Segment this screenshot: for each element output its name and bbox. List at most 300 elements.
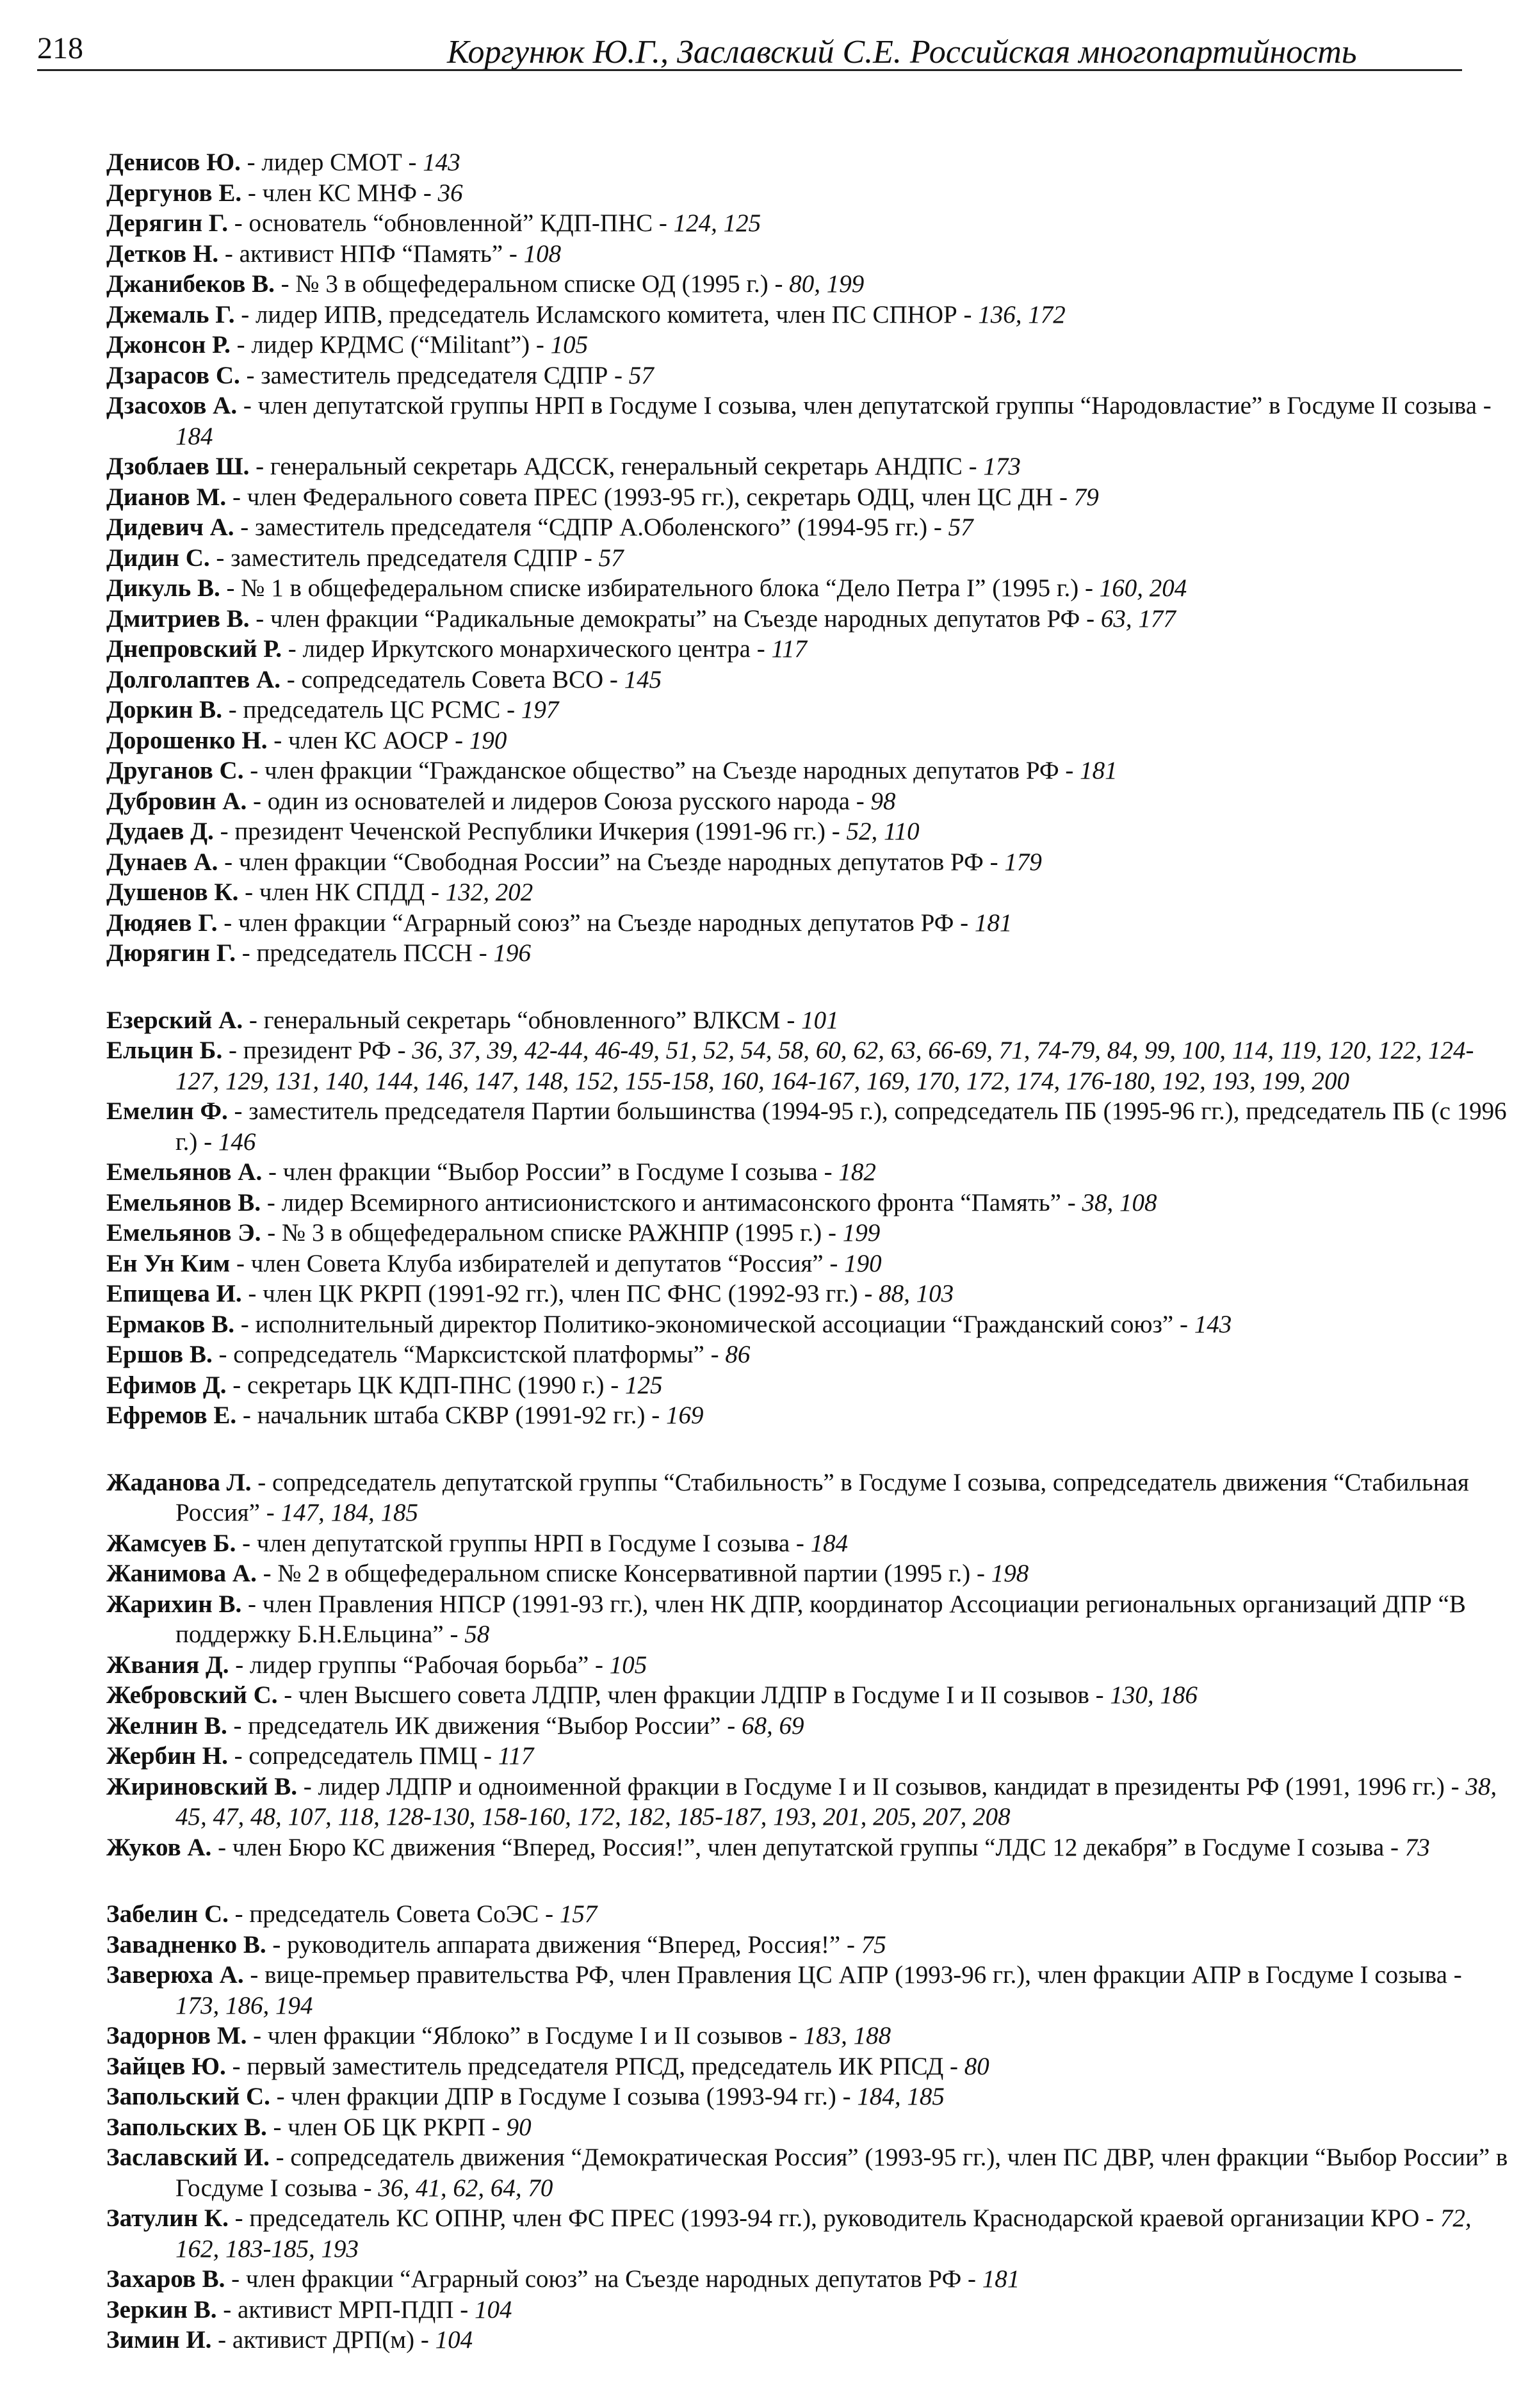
entry-description: член фракции “Радикальные демократы” на Съезде народных депутатов РФ (270, 604, 1080, 633)
entry-separator: - (604, 1371, 626, 1399)
index-letter-group (37, 1467, 1510, 1863)
index-entry (106, 1096, 1510, 1157)
entry-separator: - (357, 2174, 378, 2202)
entry-separator: - (1419, 2204, 1440, 2232)
entry-separator: - (530, 331, 551, 359)
entry-description: член Правления НПСР (1991-93 гг.), член НК ДПР, координатор Ассоциации региональных организаций ДПР “В поддержку Б.Н.Ельцина” (175, 1590, 1466, 1648)
index-entry (106, 543, 1510, 574)
entry-page-refs: 36, 41, 62, 64, 70 (378, 2174, 553, 2202)
entry-separator: - (1059, 757, 1080, 784)
entry-name: Емельянов Э. (106, 1219, 261, 1247)
index-entry (106, 1589, 1510, 1650)
entry-separator: - (228, 2204, 250, 2232)
entry-name: Жвания Д. (106, 1651, 229, 1679)
entry-page-refs: 101 (801, 1006, 839, 1034)
entry-description: активист ДРП(м) (232, 2326, 415, 2354)
entry-name: Завадненко В. (106, 1930, 266, 1959)
entry-description: член фракции “Яблоко” в Госдуме I и II созывов (267, 2022, 783, 2049)
entry-separator: - (817, 1158, 839, 1186)
entry-description: основатель “обновленной” КДП-ПНС (248, 209, 653, 237)
entry-description: руководитель аппарата движения “Вперед, Россия!” (287, 1930, 841, 1959)
entry-separator: - (227, 1742, 249, 1770)
entry-description: генеральный секретарь “обновленного” ВЛКСМ (263, 1006, 781, 1034)
entry-separator: - (1089, 1681, 1110, 1709)
index-entry (106, 604, 1510, 634)
entry-page-refs: 143 (423, 149, 460, 176)
entry-description: заместитель председателя СДПР (231, 544, 578, 572)
entry-separator: - (228, 1900, 250, 1928)
entry-separator: - (266, 2113, 288, 2141)
entry-separator: - (225, 2265, 246, 2293)
entry-description: лидер Иркутского монархического центра (302, 635, 751, 663)
entry-description: член Высшего совета ЛДПР, член фракции ЛДПР в Госдуме I и II созывов (298, 1681, 1089, 1709)
entry-page-refs: 182 (838, 1158, 876, 1186)
entry-separator: - (213, 818, 235, 845)
entry-description: начальник штаба СКВР (1991-92 гг.) (257, 1402, 646, 1429)
entry-separator: - (222, 696, 243, 723)
entry-separator: - (249, 453, 270, 480)
running-title: Коргунюк Ю.Г., Заславский С.Е. Российская многопартийность (447, 34, 1357, 70)
entry-description: заместитель председателя Партии большинства (1994-95 г.), сопредседатель ПБ (1995-96 гг.), председатель ПБ (с 1996 г.) (175, 1097, 1507, 1156)
entry-separator: - (225, 2052, 247, 2080)
entry-description: член Федерального совета ПРЕС (1993-95 гг.), секретарь ОДЦ, член ЦС ДН (247, 483, 1053, 511)
header-rule (37, 69, 1462, 71)
index-entry (106, 2325, 1510, 2355)
entry-description: вице-премьер правительства РФ, член Правления ЦС АПР (1993-96 гг.), член фракции АПР в Госдуме I созыва (264, 1961, 1447, 1989)
entry-separator: - (241, 1280, 263, 1307)
entry-name: Задорнов М. (106, 2022, 247, 2049)
entry-page-refs: 181 (982, 2265, 1020, 2293)
entry-page-refs: 80 (964, 2052, 989, 2080)
entry-description: заместитель председателя “СДПР А.Оболенского” (1994-95 гг.) (255, 513, 928, 541)
entry-page-refs: 88, 103 (879, 1280, 954, 1307)
entry-description: сопредседатель “Марксистской платформы” (233, 1341, 704, 1368)
entry-separator: - (297, 1772, 318, 1800)
entry-separator: - (1061, 1188, 1082, 1216)
entry-separator: - (220, 574, 241, 602)
entry-name: Дзасохов А. (106, 392, 238, 419)
entry-separator: - (983, 848, 1005, 876)
index-entry (106, 208, 1510, 239)
entry-page-refs: 184 (810, 1529, 849, 1557)
entry-description: председатель Совета СоЭС (249, 1900, 539, 1928)
entry-name: Дзоблаев Ш. (106, 453, 250, 480)
entry-separator: - (768, 270, 790, 298)
entry-name: Забелин С. (106, 1900, 229, 1928)
entry-description: председатель ПССН (256, 939, 473, 967)
index-entry (106, 1370, 1510, 1401)
index-entry (106, 239, 1510, 270)
entry-separator: - (247, 2022, 268, 2049)
entry-page-refs: 86 (725, 1341, 751, 1368)
entry-separator: - (1173, 1310, 1194, 1338)
entry-page-refs: 143 (1194, 1310, 1232, 1338)
index-entry (106, 1650, 1510, 1681)
entry-description: № 1 в общефедеральном списке избирательного блока “Дело Петра I” (1995 г.) (241, 574, 1079, 602)
entry-separator: - (243, 1961, 265, 1989)
entry-separator: - (218, 239, 240, 268)
index-entry (106, 695, 1510, 725)
index-entry (106, 2203, 1510, 2264)
entry-name: Езерский А. (106, 1006, 243, 1034)
entry-description: член фракции “Аграрный союз” на Съезде народных депутатов РФ (245, 2265, 962, 2293)
entry-page-refs: 38, 108 (1082, 1188, 1157, 1216)
entry-separator: - (234, 300, 256, 328)
entry-name: Емельянов А. (106, 1158, 263, 1186)
index-entry (106, 756, 1510, 786)
entry-name: Жарихин В. (106, 1590, 242, 1618)
entry-separator: - (790, 1529, 811, 1557)
entry-name: Дубровин А. (106, 787, 247, 815)
entry-page-refs: 57 (948, 513, 973, 541)
index-entry (106, 178, 1510, 209)
index-entry (106, 2264, 1510, 2295)
entry-separator: - (443, 1620, 465, 1648)
entry-name: Ен Ун Ким (106, 1249, 231, 1277)
index-entry (106, 1248, 1510, 1279)
entry-separator: - (1078, 574, 1100, 602)
entry-separator: - (840, 1930, 861, 1959)
entry-description: лидер КРДМС (“Militant”) (251, 331, 530, 359)
entry-separator: - (261, 1188, 282, 1216)
entry-name: Дюдяев Г. (106, 909, 218, 937)
entry-separator: - (274, 270, 296, 298)
entry-page-refs: 184, 185 (857, 2083, 945, 2110)
entry-page-refs: 146 (218, 1127, 256, 1156)
entry-page-refs: 199 (842, 1219, 881, 1247)
entry-page-refs: 104 (475, 2295, 512, 2323)
index-letter-group (37, 147, 1510, 969)
entry-name: Жириновский В. (106, 1772, 297, 1800)
entry-name: Жуков А. (106, 1833, 212, 1861)
entry-separator: - (414, 2326, 435, 2354)
entry-description: заместитель председателя СДПР (261, 361, 608, 389)
entry-name: Жебровский С. (106, 1681, 278, 1709)
entry-separator: - (216, 2295, 238, 2323)
entry-page-refs: 117 (498, 1742, 534, 1770)
index-entry (106, 1005, 1510, 1036)
index-entry (106, 1309, 1510, 1340)
entry-separator: - (217, 909, 239, 937)
entry-separator: - (238, 878, 259, 906)
entry-name: Дерягин Г. (106, 209, 228, 237)
entry-name: Дмитриев В. (106, 604, 250, 633)
entry-separator: - (218, 848, 239, 876)
entry-separator: - (230, 331, 252, 359)
index-entry (106, 512, 1510, 543)
entry-page-refs: 130, 186 (1110, 1681, 1198, 1709)
entry-separator: - (780, 1006, 802, 1034)
entry-separator: - (539, 1900, 560, 1928)
entry-page-refs: 68, 69 (742, 1711, 804, 1740)
entry-description: сопредседатель ПМЦ (248, 1742, 478, 1770)
entry-page-refs: 190 (469, 726, 507, 754)
entry-name: Жанимова А. (106, 1560, 257, 1587)
index-entry (106, 1741, 1510, 1772)
entry-separator: - (249, 604, 271, 633)
entry-name: Емелин Ф. (106, 1097, 228, 1125)
index-entry (106, 269, 1510, 300)
entry-separator: - (836, 2083, 858, 2110)
entry-description: председатель ИК движения “Выбор России” (248, 1711, 721, 1740)
entry-description: член фракции “Свободная России” на Съезде народных депутатов РФ (238, 848, 984, 876)
entry-separator: - (241, 1590, 263, 1618)
entry-description: сопредседатель движения “Демократическая Россия” (1993-95 гг.), член ПС ДВР, член фракции “Выбор России” в Госдуме I созыва (175, 2144, 1508, 2202)
entry-page-refs: 125 (625, 1371, 663, 1399)
index-entry (106, 877, 1510, 908)
entry-description: лидер группы “Рабочая борьба” (250, 1651, 589, 1679)
entry-separator: - (448, 726, 469, 754)
index-entry (106, 1772, 1510, 1832)
entry-separator: - (243, 757, 264, 784)
entry-description: № 3 в общефедеральном списке РАЖНПР (1995 г.) (282, 1219, 822, 1247)
entry-separator: - (783, 2022, 804, 2049)
entry-name: Джонсон Р. (106, 331, 231, 359)
entry-description: член фракции “Выбор России” в Госдуме I созыва (282, 1158, 818, 1186)
entry-page-refs: 190 (844, 1249, 882, 1277)
entry-separator: - (823, 1249, 845, 1277)
entry-description: член НК СПДД (259, 878, 425, 906)
index-entry (106, 1188, 1510, 1218)
entry-name: Епищева И. (106, 1280, 242, 1307)
entry-name: Дидевич А. (106, 513, 234, 541)
entry-description: член фракции ДПР в Госдуме I созыва (1993-94 гг.) (291, 2083, 836, 2110)
entry-page-refs: 160, 204 (1099, 574, 1187, 602)
entry-separator: - (943, 2052, 964, 2080)
entry-name: Дергунов Е. (106, 179, 242, 207)
entry-page-refs: 173 (983, 453, 1021, 480)
entry-page-refs: 104 (435, 2326, 473, 2354)
entry-name: Ермаков В. (106, 1310, 234, 1338)
entry-name: Душенов К. (106, 878, 239, 906)
entry-name: Джемаль Г. (106, 300, 235, 328)
entry-description: член депутатской группы НРП в Госдуме I созыва, член депутатской группы “Народовластие” в Госдуме II созыва (257, 392, 1477, 419)
entry-page-refs: 145 (624, 665, 662, 693)
entry-separator: - (961, 2265, 982, 2293)
entry-name: Дзарасов С. (106, 361, 240, 389)
index-entry (106, 725, 1510, 756)
entry-page-refs: 38, 45, 47, 48, 107, 118, 128-130, 158-160, 172, 182, 185-187, 193, 201, 205, 207, 208 (175, 1772, 1497, 1830)
entry-description: член фракции “Гражданское общество” на Съезде народных депутатов РФ (264, 757, 1059, 784)
entry-name: Желнин В. (106, 1711, 227, 1740)
entry-page-refs: 181 (1080, 757, 1118, 784)
entry-separator: - (645, 1402, 667, 1429)
entry-separator: - (234, 513, 256, 541)
entry-description: № 3 в общефедеральном списке ОД (1995 г.) (295, 270, 768, 298)
index-entry (106, 2081, 1510, 2112)
entry-name: Джанибеков В. (106, 270, 275, 298)
entry-separator: - (197, 1127, 218, 1156)
entry-name: Дудаев Д. (106, 818, 214, 845)
entry-separator: - (226, 1371, 247, 1399)
entry-separator: - (277, 1681, 299, 1709)
entry-name: Зимин И. (106, 2326, 212, 2354)
entry-separator: - (603, 665, 624, 693)
entry-separator: - (251, 1468, 272, 1496)
entry-name: Емельянов В. (106, 1188, 261, 1216)
entry-separator: - (236, 1402, 257, 1429)
entry-description: исполнительный директор Политико-экономической ассоциации “Гражданский союз” (255, 1310, 1174, 1338)
entry-separator: - (237, 392, 258, 419)
entry-separator: - (212, 1341, 234, 1368)
index-entry (106, 1711, 1510, 1741)
entry-page-refs: 63, 177 (1100, 604, 1176, 633)
index-entry (106, 1279, 1510, 1309)
index-entry (106, 786, 1510, 817)
entry-separator: - (1477, 392, 1492, 419)
entry-separator: - (280, 665, 302, 693)
entry-separator: - (858, 1280, 879, 1307)
entry-separator: - (229, 1651, 250, 1679)
entry-separator: - (1053, 483, 1074, 511)
entry-description: генеральный секретарь АДССК, генеральный секретарь АНДПС (270, 453, 963, 480)
entry-separator: - (589, 1651, 610, 1679)
entry-separator: - (262, 1158, 283, 1186)
index-entry (106, 908, 1510, 939)
entry-separator: - (267, 726, 289, 754)
entry-separator: - (453, 2295, 475, 2323)
entry-page-refs: 108 (523, 239, 562, 268)
entry-name: Запольский С. (106, 2083, 270, 2110)
entry-separator: - (425, 878, 446, 906)
index-entry (106, 391, 1510, 451)
entry-separator: - (822, 1219, 843, 1247)
entry-separator: - (485, 2113, 507, 2141)
entry-separator: - (269, 2144, 291, 2171)
entry-separator: - (1384, 1833, 1405, 1861)
entry-separator: - (282, 635, 303, 663)
entry-page-refs: 132, 202 (445, 878, 533, 906)
entry-separator: - (954, 909, 975, 937)
entry-separator: - (578, 544, 599, 572)
entry-description: сопредседатель Совета ВСО (301, 665, 604, 693)
entry-description: № 2 в общефедеральном списке Консервативной партии (1995 г.) (277, 1560, 971, 1587)
entry-description: член КС МНФ (262, 179, 418, 207)
index-entry (106, 634, 1510, 665)
index-letter-group (37, 1005, 1510, 1431)
entry-page-refs: 179 (1004, 848, 1042, 876)
entry-description: член Совета Клуба избирателей и депутатов “Россия” (250, 1249, 824, 1277)
entry-separator: - (259, 1499, 281, 1526)
entry-page-refs: 58 (464, 1620, 490, 1648)
entry-separator: - (503, 239, 524, 268)
index-entry (106, 1339, 1510, 1370)
index-entry (106, 1558, 1510, 1589)
index-entry (106, 482, 1510, 513)
entry-separator: - (234, 1310, 256, 1338)
entry-separator: - (266, 1930, 288, 1959)
index-entry (106, 1467, 1510, 1528)
entry-separator: - (391, 1037, 412, 1064)
entry-name: Дидин С. (106, 544, 210, 572)
page-header (37, 26, 1462, 72)
entry-name: Дюрягин Г. (106, 939, 236, 967)
entry-page-refs: 117 (771, 635, 808, 663)
entry-description: активист НПФ “Память” (239, 239, 503, 268)
entry-separator: - (653, 209, 674, 237)
index-entry (106, 147, 1510, 178)
index-entry (106, 1930, 1510, 1960)
entry-description: президент РФ (243, 1037, 391, 1064)
entry-separator: - (927, 513, 948, 541)
entry-description: первый заместитель председателя РПСД, председатель ИК РПСД (247, 2052, 944, 2080)
entry-page-refs: 79 (1073, 483, 1099, 511)
entry-page-refs: 57 (598, 544, 624, 572)
entry-page-refs: 124, 125 (673, 209, 761, 237)
entry-separator: - (402, 149, 423, 176)
entry-separator: - (236, 939, 257, 967)
index-entry (106, 665, 1510, 695)
entry-page-refs: 98 (870, 787, 896, 815)
index-entry (106, 1157, 1510, 1188)
entry-description: член ЦК РКРП (1991-92 гг.), член ПС ФНС (1992-93 гг.) (263, 1280, 858, 1307)
entry-separator: - (240, 149, 262, 176)
entry-name: Друганов С. (106, 757, 244, 784)
entry-separator: - (209, 544, 231, 572)
index-entry (106, 2295, 1510, 2325)
entry-name: Ефимов Д. (106, 1371, 227, 1399)
entry-page-refs: 136, 172 (978, 300, 1066, 328)
entry-page-refs: 196 (493, 939, 531, 967)
entry-name: Дикуль В. (106, 574, 220, 602)
entry-separator: - (472, 939, 494, 967)
entry-description: лидер ИПВ, председатель Исламского комитета, член ПС СПНОР (255, 300, 957, 328)
entry-separator: - (825, 818, 847, 845)
entry-name: Заславский И. (106, 2144, 270, 2171)
name-index (37, 147, 1510, 2392)
index-entry (106, 1832, 1510, 1863)
entry-page-refs: 73 (1404, 1833, 1430, 1861)
entry-description: сопредседатель депутатской группы “Стабильность” в Госдуме I созыва, сопредседатель движения “Стабильная Россия” (175, 1468, 1469, 1526)
entry-page-refs: 57 (628, 361, 654, 389)
entry-page-refs: 105 (550, 331, 589, 359)
entry-page-refs: 183, 188 (803, 2022, 891, 2049)
entry-name: Затулин К. (106, 2204, 229, 2232)
entry-separator: - (211, 2326, 232, 2354)
index-entry (106, 451, 1510, 482)
entry-page-refs: 36 (437, 179, 463, 207)
entry-separator: - (236, 1529, 257, 1557)
entry-name: Зеркин В. (106, 2295, 217, 2323)
entry-description: член депутатской группы НРП в Госдуме I созыва (256, 1529, 790, 1557)
entry-separator: - (850, 787, 871, 815)
index-entry (106, 2021, 1510, 2051)
entry-name: Днепровский Р. (106, 635, 282, 663)
index-entry (106, 2142, 1510, 2203)
entry-separator: - (1080, 604, 1101, 633)
entry-page-refs: 197 (521, 696, 559, 723)
index-letter-group (37, 1899, 1510, 2355)
entry-description: лидер СМОТ (261, 149, 402, 176)
index-entry (106, 573, 1510, 604)
entry-separator: - (1444, 1772, 1466, 1800)
index-entry (106, 2051, 1510, 2082)
entry-page-refs: 105 (609, 1651, 647, 1679)
index-entry (106, 1218, 1510, 1248)
entry-separator: - (240, 361, 261, 389)
entry-separator: - (957, 300, 979, 328)
page-number: 218 (37, 31, 83, 65)
entry-name: Запольских В. (106, 2113, 267, 2141)
entry-separator: - (227, 1711, 248, 1740)
entry-page-refs: 75 (861, 1930, 886, 1959)
entry-page-refs: 157 (559, 1900, 598, 1928)
index-entry (106, 1400, 1510, 1431)
entry-description: президент Чеченской Республики Ичкерия (1991-96 гг.) (234, 818, 826, 845)
entry-description: лидер Всемирного антисионистского и антимасонского фронта “Память” (281, 1188, 1061, 1216)
entry-page-refs: 198 (991, 1560, 1029, 1587)
entry-separator: - (211, 1833, 232, 1861)
